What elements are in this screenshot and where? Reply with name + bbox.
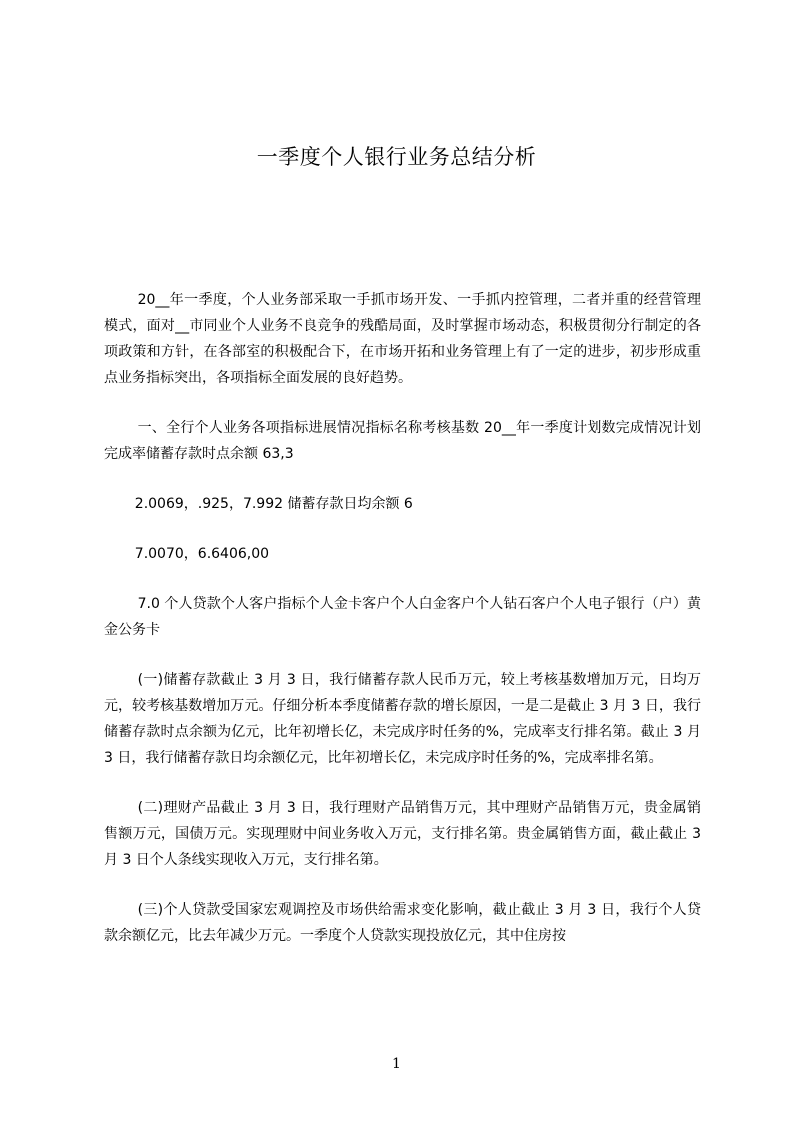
document-title: 一季度个人银行业务总结分析 [256, 145, 537, 169]
paragraph-intro: 20__年一季度，个人业务部采取一手抓市场开发、一手抓内控管理，二者并重的经营管理模式，面对__市同业个人业务不良竞争的残酷局面，及时掌握市场动态，积极贯彻分行制定的各项政策和方针，在各部室的积极配合下，在市场开拓和业务管理上有了一定的进步，初步形成重点业务指标突出，各项指标全面发展的良好趋势。 [104, 292, 701, 386]
paragraph-personal-loans: (三)个人贷款受国家宏观调控及市场供给需求变化影响，截止截止 3 月 3 日，我行个人贷款余额亿元，比去年减少万元。一季度个人贷款实现投放亿元，其中住房按 [104, 902, 701, 944]
paragraph-figures-line-1: 2.0069，.925，7.992 储蓄存款日均余额 6 [134, 496, 413, 512]
page-number: 1 [392, 1056, 401, 1072]
paragraph-figures-line-2: 7.0070，6.6406,00 [134, 546, 270, 562]
paragraph-savings-deposits: (一)储蓄存款截止 3 月 3 日，我行储蓄存款人民币万元，较上考核基数增加万元，日均万元，较考核基数增加万元。仔细分析本季度储蓄存款的增长原因，一是二是截止 3 月 3 日，我行储蓄存款时点余额为亿元，比年初增长亿，未完成序时任务的%，完成率支行排名第。截止 3 月 3 日，我行储蓄存款日均余额亿元，比年初增长亿，未完成序时任务的%，完成率排名第。 [104, 672, 701, 766]
document-body [104, 287, 701, 949]
paragraph-wealth-products: (二)理财产品截止 3 月 3 日，我行理财产品销售万元，其中理财产品销售万元，贵金属销售额万元，国债万元。实现理财中间业务收入万元，支行排名第。贵金属销售方面，截止截止 3 月 3 日个人条线实现收入万元，支行排名第。 [104, 800, 701, 868]
paragraph-indicator-list: 7.0 个人贷款个人客户指标个人金卡客户个人白金客户个人钻石客户个人电子银行（户）黄金公务卡 [104, 596, 701, 638]
paragraph-section-one-heading: 一、全行个人业务各项指标进展情况指标名称考核基数 20__年一季度计划数完成情况计划完成率储蓄存款时点余额 63,3 [104, 420, 701, 462]
